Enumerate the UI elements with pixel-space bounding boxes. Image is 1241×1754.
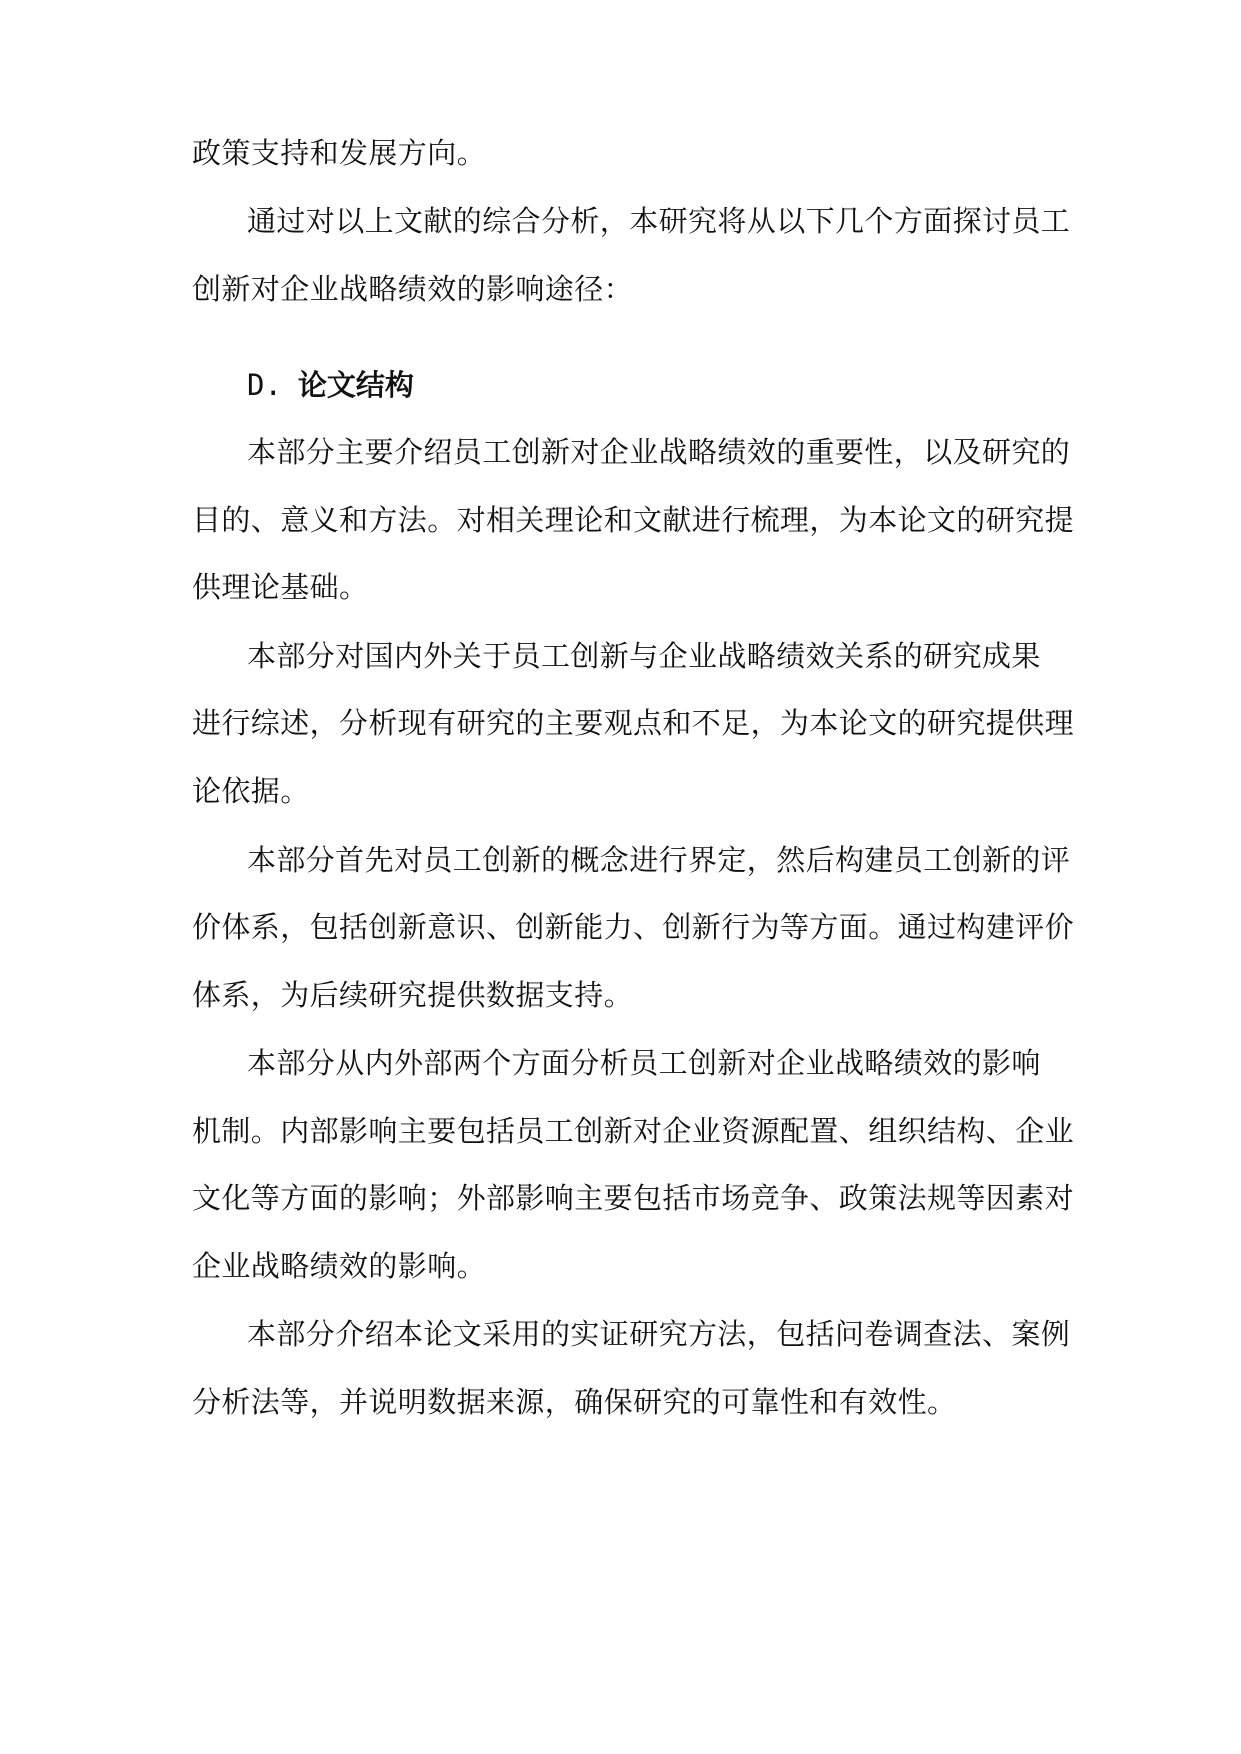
text-line: 文化等方面的影响；外部影响主要包括市场竞争、政策法规等因素对	[192, 1181, 1075, 1215]
text-line: 目的、意义和方法。对相关理论和文献进行梳理，为本论文的研究提	[192, 503, 1075, 537]
text-line: 价体系，包括创新意识、创新能力、创新行为等方面。通过构建评价	[192, 910, 1075, 944]
text-line: 本部分从内外部两个方面分析员工创新对企业战略绩效的影响	[247, 1046, 1041, 1080]
text-line: 体系，为后续研究提供数据支持。	[192, 978, 634, 1012]
text-line: 政策支持和发展方向。	[192, 136, 487, 170]
text-line: 机制。内部影响主要包括员工创新对企业资源配置、组织结构、企业	[192, 1114, 1075, 1148]
section-number: D.	[247, 368, 282, 402]
text-line: 企业战略绩效的影响。	[192, 1249, 487, 1283]
text-line: 本部分首先对员工创新的概念进行界定，然后构建员工创新的评	[247, 843, 1071, 877]
text-line: 本部分对国内外关于员工创新与企业战略绩效关系的研究成果	[247, 639, 1041, 673]
text-line: 进行综述，分析现有研究的主要观点和不足，为本论文的研究提供理	[192, 706, 1075, 740]
section-heading	[247, 365, 414, 405]
text-line: 供理论基础。	[192, 570, 369, 604]
text-line: 通过对以上文献的综合分析，本研究将从以下几个方面探讨员工	[247, 204, 1071, 238]
text-line: 本部分主要介绍员工创新对企业战略绩效的重要性，以及研究的	[247, 435, 1071, 469]
text-line: 本部分介绍本论文采用的实证研究方法，包括问卷调查法、案例	[247, 1317, 1071, 1351]
section-title: 论文结构	[297, 368, 414, 402]
text-line: 分析法等，并说明数据来源，确保研究的可靠性和有效性。	[192, 1385, 957, 1419]
text-line: 论依据。	[192, 774, 310, 808]
text-line: 创新对企业战略绩效的影响途径：	[192, 272, 634, 306]
